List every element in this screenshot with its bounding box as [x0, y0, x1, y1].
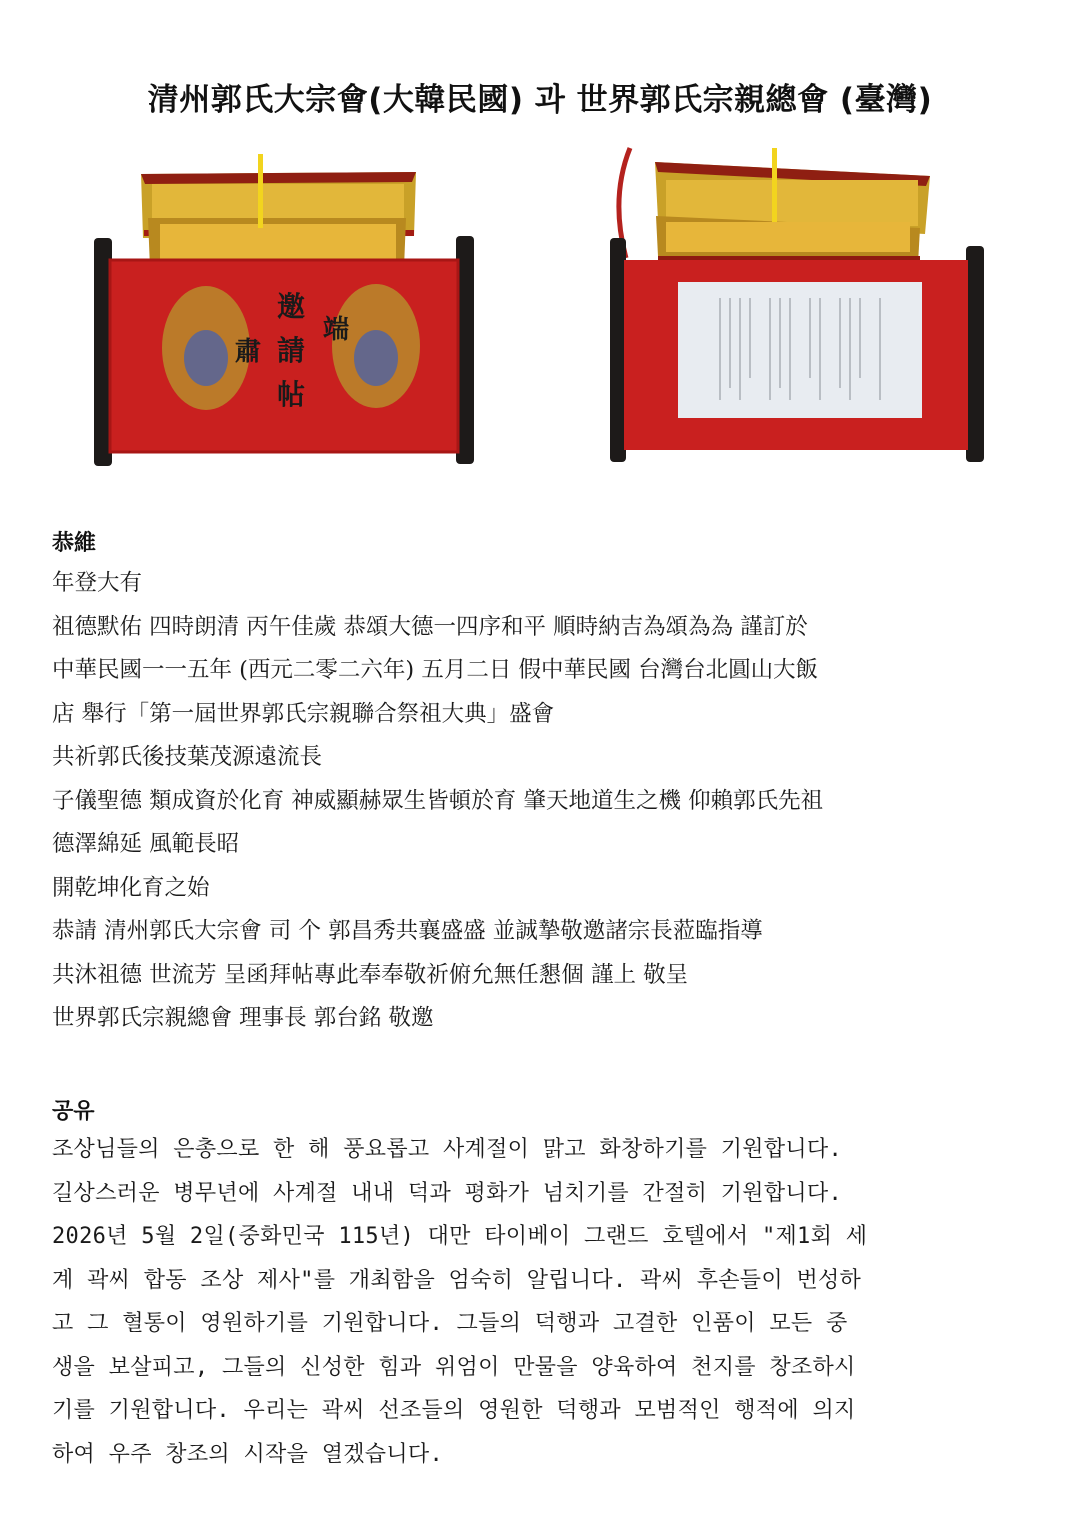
text-line: 年登大有: [52, 570, 143, 596]
text-line: 共祈郭氏後技葉茂源遠流長: [52, 744, 323, 770]
scroll-char: 帖: [276, 378, 306, 411]
scroll-char: 肅: [234, 337, 262, 367]
text-line: 開乾坤化育之始: [52, 874, 210, 901]
invitation-scroll-open-photo: [600, 138, 995, 470]
chinese-text-block: [52, 562, 1032, 1041]
text-line: 계 곽씨 합동 조상 제사"를 개최함을 엄숙히 알립니다. 곽씨 후손들이 번성하: [52, 1267, 862, 1293]
text-line: 子儀聖德 類成資於化育 神威顯赫眾生皆頓於育 肇天地道生之機 仰賴郭氏先祖: [52, 787, 824, 814]
scroll-char: 請: [276, 334, 306, 367]
page-title: 清州郭氏大宗會(大韓民國) 과 世界郭氏宗親總會 (臺灣): [147, 82, 933, 118]
text-line: 店 舉行「第一屆世界郭氏宗親聯合祭祖大典」盛會: [52, 700, 555, 727]
text-line: 恭請 清州郭氏大宗會 司 个 郭昌秀共襄盛盛 並誠摯敬邀諸宗長蒞臨指導: [52, 918, 763, 944]
korean-text-block: [52, 1128, 1032, 1476]
text-line: 조상님들의 은총으로 한 해 풍요롭고 사계절이 맑고 화창하기를 기원합니다.: [52, 1137, 843, 1162]
text-line: 기를 기원합니다. 우리는 곽씨 선조들의 영원한 덕행과 모범적인 행적에 의지: [52, 1398, 856, 1423]
text-line: 하여 우주 창조의 시작을 열겠습니다.: [52, 1441, 444, 1467]
text-line: 길상스러운 병무년에 사계절 내내 덕과 평화가 넘치기를 간절히 기원합니다.: [52, 1180, 843, 1206]
text-line: 中華民國一一五年 (西元二零二六年) 五月二日 假中華民國 台灣台北圓山大飯: [52, 657, 819, 683]
scroll-char: 邀: [276, 290, 306, 323]
section-heading-chinese: 恭維: [52, 531, 97, 556]
section-heading-korean: 공유: [52, 1099, 95, 1124]
text-line: 2026년 5월 2일(중화민국 115년) 대만 타이베이 그랜드 호텔에서 "제1회 세: [52, 1224, 868, 1249]
invitation-scroll-front-photo: [86, 138, 476, 470]
text-line: 共沐祖德 世流芳 呈函拜帖專此奉奉敬祈俯允無任懇個 謹上 敬呈: [52, 961, 689, 988]
text-line: 世界郭氏宗親總會 理事長 郭台銘 敬邀: [52, 1005, 434, 1031]
text-line: 德澤綿延 風範長昭: [52, 831, 240, 857]
scroll-char: 端: [322, 315, 350, 345]
text-line: 생을 보살피고, 그들의 신성한 힘과 위엄이 만물을 양육하여 천지를 창조하시: [52, 1354, 856, 1380]
text-line: 祖德默佑 四時朗清 丙午佳歲 恭頌大德一四序和平 順時納吉為頌為為 謹訂於: [52, 613, 808, 640]
text-line: 고 그 혈통이 영원하기를 기원합니다. 그들의 덕행과 고결한 인품이 모든 중: [52, 1311, 848, 1336]
